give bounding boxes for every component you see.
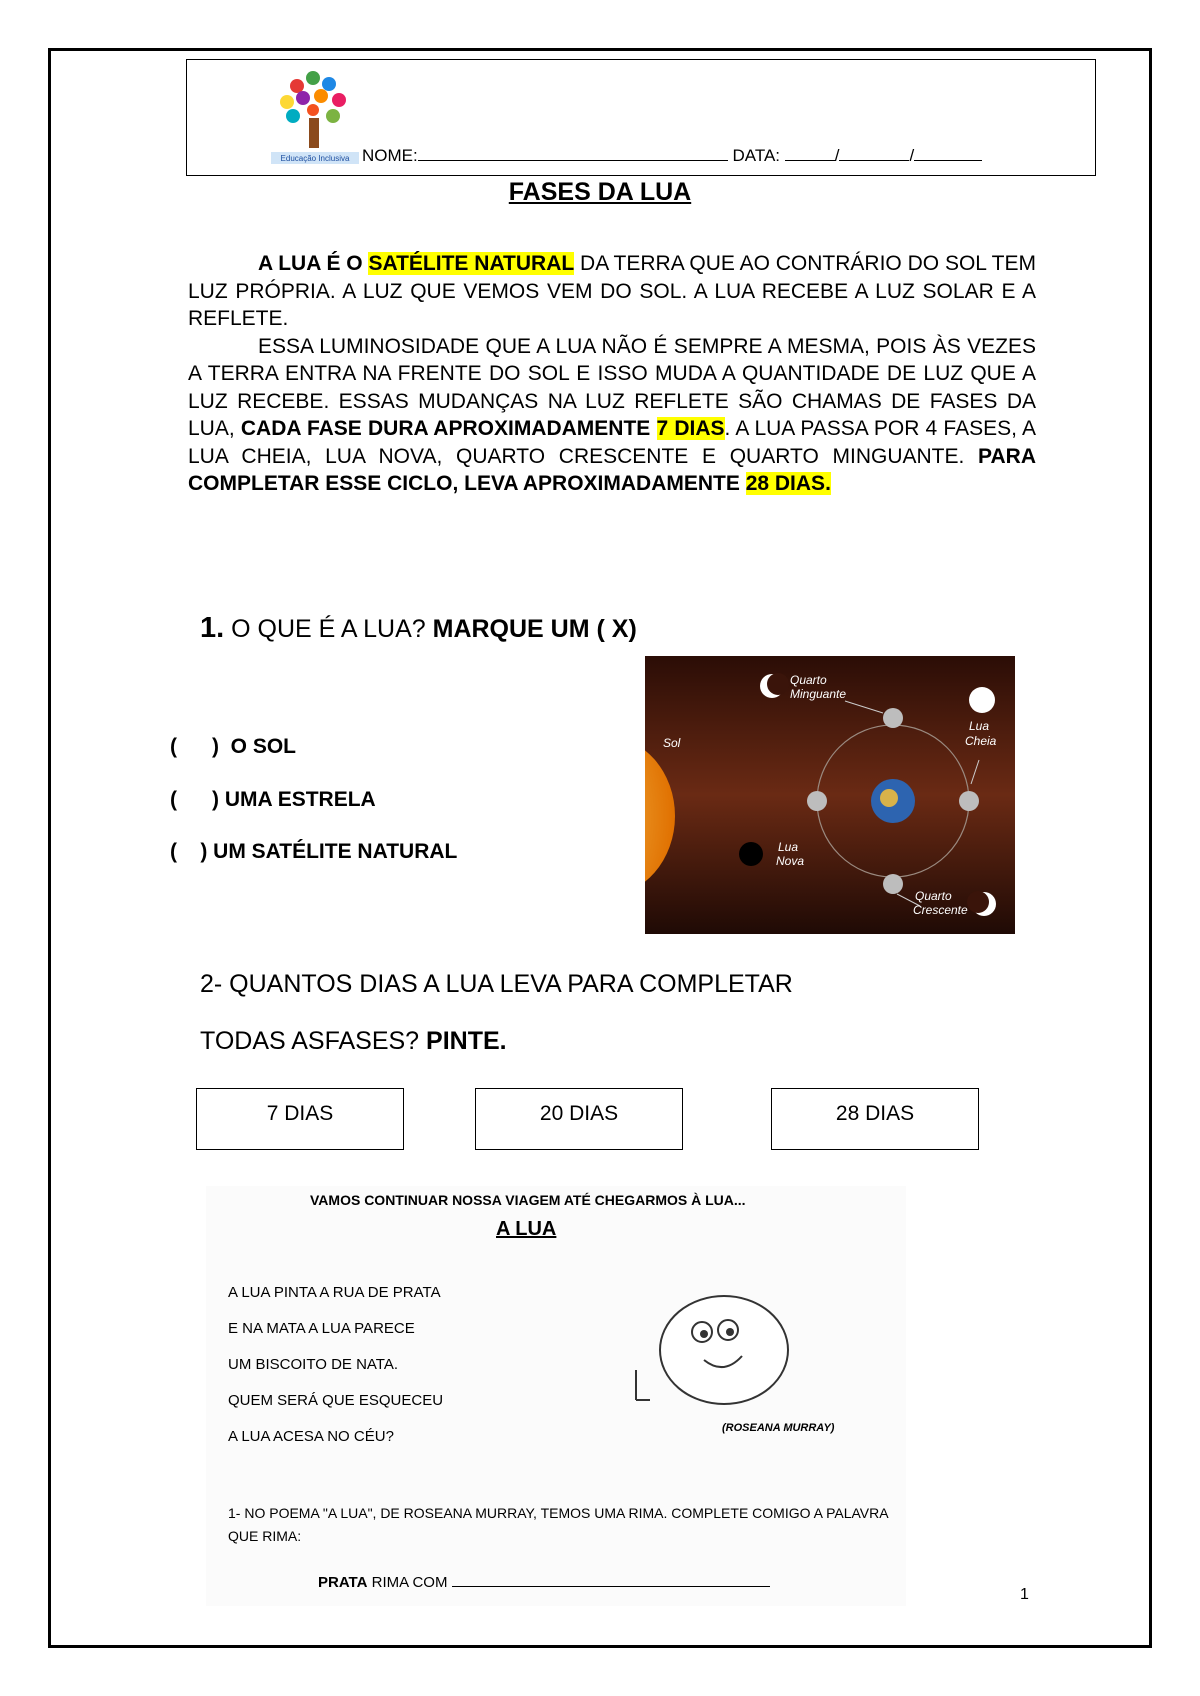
poem-line: QUEM SERÁ QUE ESQUECEU (228, 1392, 444, 1409)
option-satelite[interactable]: ( ) UM SATÉLITE NATURAL (170, 840, 458, 863)
logo-tree-icon (267, 66, 363, 168)
label-lua-cheia: Lua (969, 719, 990, 733)
svg-text:Cheia: Cheia (965, 734, 997, 748)
name-label: NOME: (362, 146, 418, 165)
page-number: 1 (1020, 1586, 1029, 1603)
full-moon-icon (969, 687, 995, 713)
answer-box-7-dias[interactable]: 7 DIAS (196, 1088, 404, 1150)
option-sol[interactable]: ( ) O SOL (170, 735, 296, 758)
poem-top-title: VAMOS CONTINUAR NOSSA VIAGEM ATÉ CHEGARMOS À LUA... (310, 1192, 746, 1208)
date-label: DATA: (732, 146, 781, 165)
date-month-field[interactable] (839, 145, 909, 161)
label-quarto-minguante: Quarto (790, 673, 827, 687)
rhyme-line: PRATA RIMA COM (318, 1574, 770, 1591)
name-date-line: NOME: DATA: / / (362, 145, 982, 166)
label-lua-nova: Lua (778, 840, 799, 854)
question-2-line-1: 2- QUANTOS DIAS A LUA LEVA PARA COMPLETAR (200, 970, 793, 998)
poem-line: E NA MATA A LUA PARECE (228, 1320, 415, 1337)
page-title: FASES DA LUA (508, 178, 692, 206)
question-1: 1. O QUE É A LUA? MARQUE UM ( X) (200, 612, 637, 644)
poem-section (206, 1186, 906, 1606)
poem-line: A LUA PINTA A RUA DE PRATA (228, 1284, 441, 1301)
poem-question: 1- NO POEMA "A LUA", DE ROSEANA MURRAY, TEMOS UMA RIMA. COMPLETE COMIGO A PALAVRA QUE RIMA: (228, 1505, 888, 1544)
header-box (186, 59, 1096, 176)
smiling-moon-icon (624, 1290, 794, 1420)
question-2-line-2: TODAS ASFASES? PINTE. (200, 1027, 507, 1055)
intro-paragraph-1: A LUA É O SATÉLITE NATURAL DA TERRA QUE AO CONTRÁRIO DO SOL TEM LUZ PRÓPRIA. A LUZ QUE VEMOS VEM DO SOL. A LUA RECEBE A LUZ SOLAR E A REFLETE. (188, 252, 1036, 330)
moon-left (807, 791, 827, 811)
name-field[interactable] (418, 145, 728, 161)
new-moon-icon (739, 842, 763, 866)
intro-paragraph-2: ESSA LUMINOSIDADE QUE A LUA NÃO É SEMPRE A MESMA, POIS ÀS VEZES A TERRA ENTRA NA FRENTE DO SOL E ISSO MUDA A QUANTIDADE DE LUZ QUE A LUZ RECEBE. ESSAS MUDANÇAS NA LUZ REFLETE SÃO CHAMAS DE FASES DA LUA, CADA FASE DURA APROXIMADAMENTE 7 DIAS. A LUA PASSA POR 4 FASES, A LUA CHEIA, LUA NOVA, QUARTO CRESCENTE E QUARTO MINGUANTE. PARA COMPLETAR ESSE CICLO, LEVA APROXIMADAMENTE 28 DIAS. (188, 334, 1036, 495)
date-day-field[interactable] (785, 145, 835, 161)
poem-title: A LUA (496, 1218, 557, 1240)
svg-text:Crescente: Crescente (913, 903, 968, 917)
poem-author: (ROSEANA MURRAY) (722, 1422, 835, 1434)
moon-bottom (883, 874, 903, 894)
moon-top (883, 708, 903, 728)
answer-box-28-dias[interactable]: 28 DIAS (771, 1088, 979, 1150)
moon-right (959, 791, 979, 811)
poem-line: UM BISCOITO DE NATA. (228, 1356, 399, 1373)
label-quarto-crescente: Quarto (915, 889, 952, 903)
svg-text:Minguante: Minguante (790, 687, 847, 701)
intro-text (188, 250, 1036, 498)
label-sol: Sol (663, 736, 681, 750)
moon-phases-figure (645, 656, 1015, 934)
date-year-field[interactable] (914, 145, 982, 161)
svg-text:Nova: Nova (776, 854, 805, 868)
option-estrela[interactable]: ( ) UMA ESTRELA (170, 788, 376, 811)
poem-line: A LUA ACESA NO CÉU? (228, 1428, 394, 1445)
svg-text:Educação Inclusiva: Educação Inclusiva (280, 154, 350, 163)
rhyme-answer-field[interactable] (452, 1574, 770, 1587)
answer-box-20-dias[interactable]: 20 DIAS (475, 1088, 683, 1150)
